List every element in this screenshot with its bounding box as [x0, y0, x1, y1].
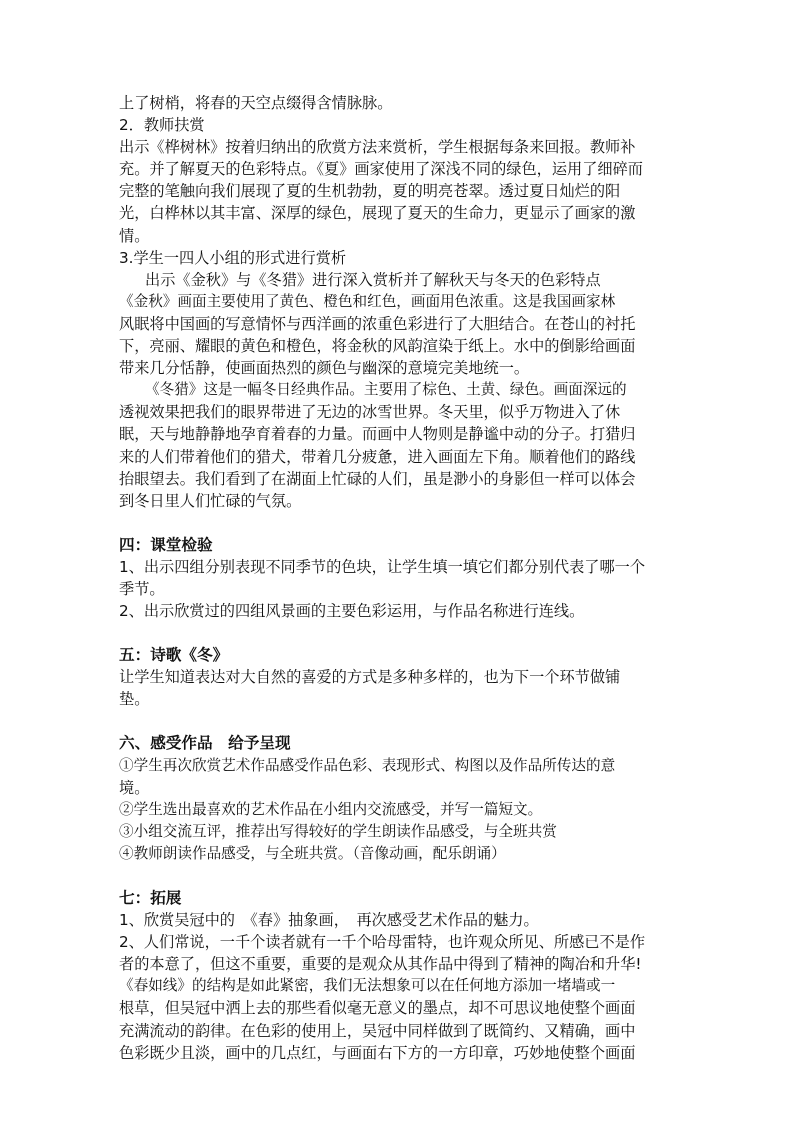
section-4 — [119, 534, 679, 622]
text-line: 色彩既少且淡，画中的几点红，与画面右下方的一方印章，巧妙地使整个画面 — [119, 1043, 636, 1062]
text-line: ①学生再次欣赏艺术作品感受作品色彩、表现形式、构图以及作品所传达的意 — [119, 756, 616, 774]
text-line: 透视效果把我们的眼界带进了无边的冰雪世界。冬天里，似乎万物进入了休 — [119, 403, 621, 422]
text-line: 下，亮丽、耀眼的黄色和橙色，将金秋的风韵渲染于纸上。水中的倒影给画面 — [119, 337, 636, 356]
section-heading: 四：课堂检验 — [119, 535, 213, 554]
text-line: 带来几分恬静，使画面热烈的颜色与幽深的意境完美地统一。 — [119, 359, 530, 378]
section-7 — [119, 887, 679, 1064]
document-page — [119, 92, 679, 1064]
section-3-continuation — [119, 92, 679, 512]
section-heading: 七：拓展 — [119, 889, 182, 907]
text-line: 充。并了解夏天的色彩特点。《夏》画家使用了深浅不同的绿色，运用了细碎而 — [119, 160, 643, 179]
text-line: 季节。 — [119, 579, 165, 598]
text-line: 出示《金秋》与《冬猎》进行深入赏析并了解秋天与冬天的色彩特点 — [145, 270, 601, 289]
text-line: 风眠将中国画的写意情怀与西洋画的浓重色彩进行了大胆结合。在苍山的衬托 — [119, 314, 636, 333]
text-line: 让学生知道表达对大自然的喜爱的方式是多种多样的，也为下一个环节做铺 — [119, 668, 621, 687]
text-line: 垫。 — [119, 690, 150, 709]
text-line: ②学生选出最喜欢的艺术作品在小组内交流感受，并写一篇短文。 — [119, 800, 543, 818]
text-line: 《冬猎》这是一幅冬日经典作品。主要用了棕色、土黄、绿色。画面深远的 — [145, 381, 627, 399]
text-line: 抬眼望去。我们看到了在湖面上忙碌的人们，虽是渺小的身影但一样可以体会 — [119, 469, 636, 488]
text-line: 充满流动的韵律。在色彩的使用上，吴冠中同样做到了既简约、又精确，画中 — [119, 1021, 636, 1040]
text-line: ④教师朗读作品感受，与全班共赏。（音像动画，配乐朗诵） — [119, 844, 506, 862]
text-line: 光，白桦林以其丰富、深厚的绿色，展现了夏天的生命力，更显示了画家的激 — [119, 204, 636, 223]
text-line: 《金秋》画面主要使用了黄色、橙色和红色，画面用色浓重。这是我国画家林 — [119, 292, 616, 310]
text-line: 2、出示欣赏过的四组风景画的主要色彩运用，与作品名称进行连线。 — [119, 602, 585, 621]
text-line: 根草，但吴冠中洒上去的那些看似毫无意义的墨点，却不可思议地使整个画面 — [119, 999, 636, 1018]
text-line: 情。 — [119, 226, 150, 245]
section-heading: 五：诗歌《冬》 — [119, 646, 229, 665]
subheading-teacher-appreciation: 2．教师扶赏 — [119, 116, 205, 135]
text-line: 1、出示四组分别表现不同季节的色块，让学生填一填它们都分别代表了哪一个 — [119, 557, 646, 576]
text-line: 完整的笔触向我们展现了夏的生机勃勃，夏的明亮苍翠。透过夏日灿烂的阳 — [119, 182, 621, 201]
subheading-group-appreciation: 3.学生一四人小组的形式进行赏析 — [119, 248, 347, 267]
text-line: 《春如线》的结构是如此紧密，我们无法想象可以在任何地方添加一堵墙或一 — [119, 977, 616, 995]
text-line: 者的本意了，但这不重要，重要的是观众从其作品中得到了精神的陶冶和升华! — [119, 955, 642, 974]
text-line: 出示《桦树林》按着归纳出的欣赏方法来赏析，学生根据每条来回报。教师补 — [119, 138, 636, 157]
text-line: 来的人们带着他们的猎犬，带着几分疲惫，进入画面左下角。顺着他们的路线 — [119, 447, 636, 466]
text-line: 上了树梢，将春的天空点缀得含情脉脉。 — [119, 94, 393, 112]
text-line: 境。 — [119, 778, 150, 797]
text-line: 1、欣赏吴冠中的 《春》抽象画， 再次感受艺术作品的魅力。 — [119, 911, 539, 930]
section-heading: 六、感受作品 给予呈现 — [119, 734, 291, 753]
section-6 — [119, 732, 679, 865]
text-line: 眠，天与地静静地孕育着春的力量。而画中人物则是静谧中动的分子。打猎归 — [119, 425, 636, 444]
text-line: 2、人们常说，一千个读者就有一千个哈母雷特，也许观众所见、所感已不是作 — [119, 933, 646, 952]
section-5 — [119, 644, 679, 710]
text-line: 到冬日里人们忙碌的气氛。 — [119, 491, 302, 510]
text-line: ③小组交流互评，推荐出写得较好的学生朗读作品感受，与全班共赏 — [119, 822, 557, 840]
